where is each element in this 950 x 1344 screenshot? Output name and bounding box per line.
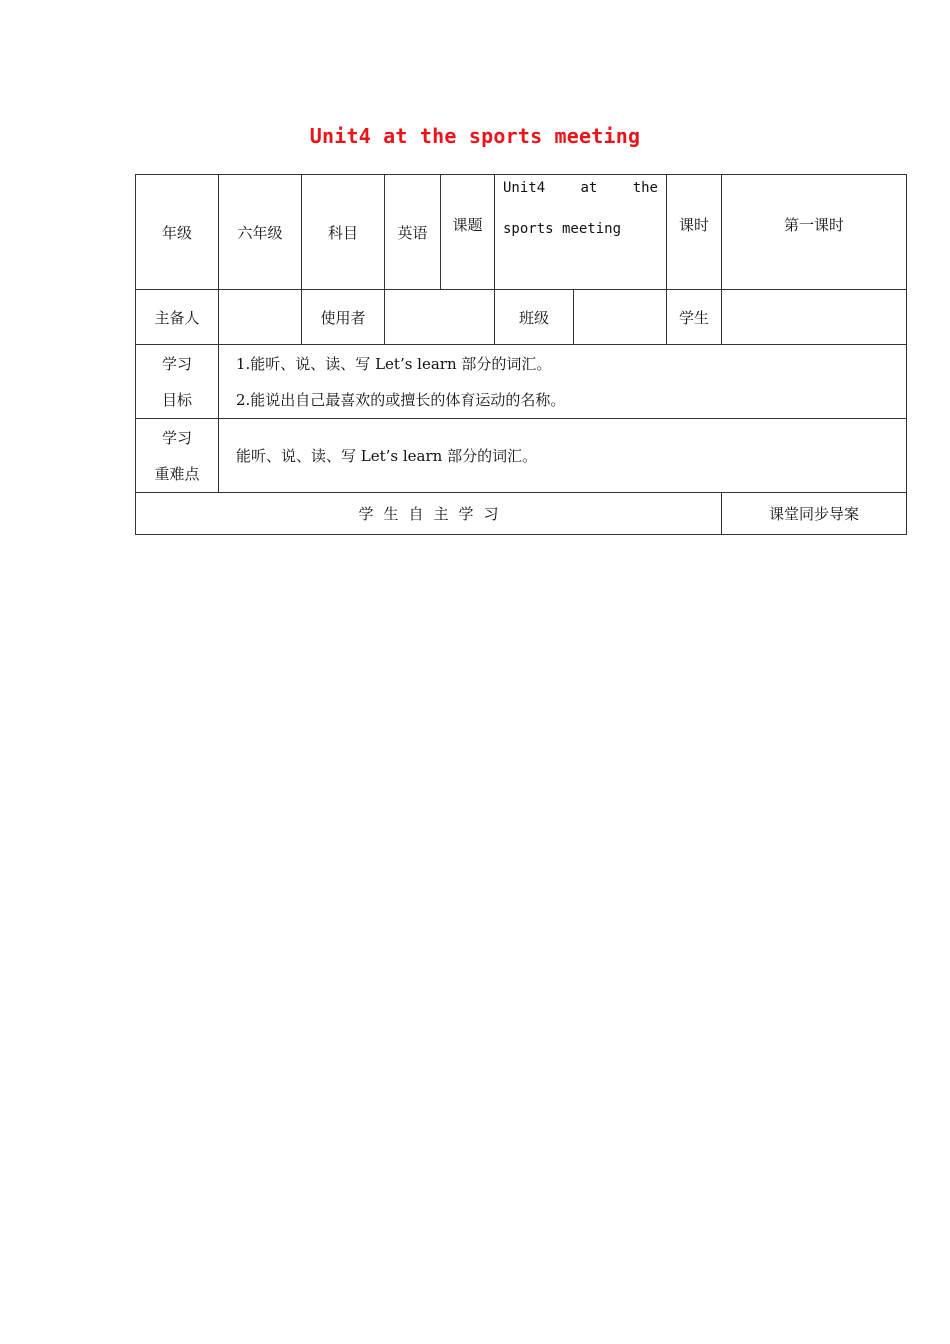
topic-word-2: at: [580, 180, 598, 196]
footer-row: [136, 493, 907, 535]
period-label: 课时: [667, 175, 722, 290]
topic-line-1: [503, 181, 658, 195]
user-label: 使用者: [302, 290, 385, 345]
goals-row: [136, 345, 907, 419]
keypoints-content: 能听、说、读、写 Let’s learn 部分的词汇。: [219, 419, 907, 493]
preparer-label: 主备人: [136, 290, 219, 345]
grade-value: 六年级: [219, 175, 302, 290]
goal-item-1: 1.能听、说、读、写 Let’s learn 部分的词汇。: [236, 354, 552, 373]
topic-word-1: Unit4: [503, 180, 546, 196]
subject-value: 英语: [385, 175, 441, 290]
goals-label: [136, 345, 219, 419]
goal-item-2: 2.能说出自己最喜欢的或擅长的体育运动的名称。: [236, 390, 566, 409]
keypoints-row: [136, 419, 907, 493]
info-row-2: [136, 290, 907, 345]
info-row-1: [136, 175, 907, 290]
period-value: 第一课时: [722, 175, 907, 290]
user-value: [385, 290, 495, 345]
topic-value: [495, 175, 667, 290]
goals-label-line-2: 目标: [161, 390, 192, 409]
student-value: [722, 290, 907, 345]
keypoints-label: [136, 419, 219, 493]
self-study-text: 学生自主学习: [358, 505, 509, 523]
student-label: 学生: [667, 290, 722, 345]
class-guide-heading: 课堂同步导案: [722, 493, 907, 535]
topic-label: 课题: [441, 175, 495, 290]
subject-label: 科目: [302, 175, 385, 290]
document-title: Unit4 at the sports meeting: [309, 124, 641, 148]
keypoints-label-line-1: 学习: [161, 428, 192, 447]
topic-line-2: sports meeting: [503, 221, 622, 237]
self-study-heading: [136, 493, 722, 535]
keypoints-label-line-2: 重难点: [154, 464, 200, 483]
class-label: 班级: [495, 290, 574, 345]
topic-word-3: the: [632, 180, 658, 196]
preparer-value: [219, 290, 302, 345]
lesson-plan-table: [135, 174, 907, 535]
goals-label-line-1: 学习: [161, 354, 192, 373]
grade-label: 年级: [136, 175, 219, 290]
class-value: [574, 290, 667, 345]
goals-content: [219, 345, 907, 419]
